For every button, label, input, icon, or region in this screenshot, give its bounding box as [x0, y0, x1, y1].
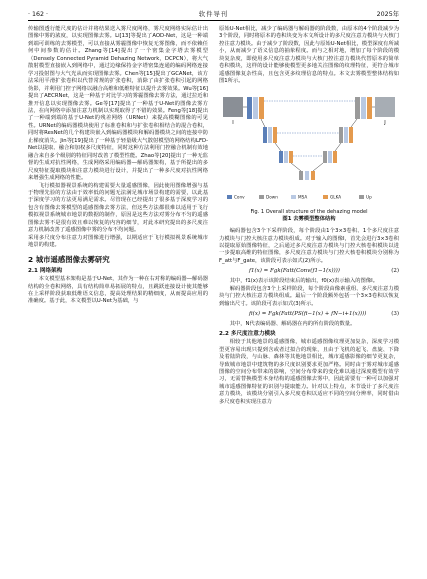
up-block — [355, 97, 360, 119]
equation-3 — [219, 310, 399, 319]
flow-arrow — [291, 163, 301, 171]
running-header — [28, 9, 399, 20]
section-heading: 2 城市遥感图像去雾研究 — [28, 254, 110, 264]
subsection-heading: 2.2 多尺度注意力模块 — [219, 330, 276, 337]
figure-1 — [219, 91, 399, 209]
equation-number: (3) — [391, 311, 399, 318]
msa-block — [253, 97, 258, 119]
glka-block — [311, 171, 315, 180]
subsection-heading: 2.1 网络架构 — [28, 267, 63, 274]
equation-2 — [219, 267, 399, 276]
glka-block — [333, 151, 337, 163]
paragraph: 其中，f1(x)表示该阶段结束后的输出，f0(x)表示输入的图像I。 — [229, 278, 378, 285]
page-number: · 162 · — [28, 11, 49, 18]
equation-body: f1(x) = Fgk(Fatt(Conv(f1−1(x)))) — [249, 268, 340, 275]
equation-body: fi(x) = Fgk(Fatt(PS(fi−1(x) + fN−i+1(x)))) — [249, 311, 367, 318]
output-label: J — [384, 119, 386, 126]
msa-block — [328, 151, 332, 163]
flow-arrow — [351, 119, 357, 127]
msa-block — [361, 97, 366, 119]
figure-caption-en: Fig. 1 Overall structure of the dehazing model — [250, 208, 368, 215]
header-rule — [28, 20, 399, 21]
flow-arrow — [313, 163, 323, 171]
journal-year: 2025年 — [376, 11, 399, 18]
msa-block — [268, 127, 272, 143]
conv-block — [263, 127, 267, 143]
glka-block — [259, 97, 264, 119]
conv-block — [279, 151, 283, 163]
glka-block — [367, 97, 372, 119]
left-column — [28, 26, 208, 306]
paragraph: 解码器阶段包含3个上采样阶段，每个阶段由像素重组、多尺度注意力模块与门控大核注意力模块组成。最后一个阶段额外包括一个3×3卷积以恢复到输出尺寸。该阶段可表示如式(3)所示。 — [219, 285, 399, 307]
output-image — [375, 97, 395, 117]
dehazing-model-diagram — [219, 91, 399, 209]
glka-block — [273, 127, 277, 143]
down-block — [299, 171, 303, 180]
legend-label: MSA — [298, 194, 308, 200]
legend-label: GLKA — [330, 194, 342, 200]
paragraph: 采用多尺度分布注意力对图像进行增强，以期适应于飞行模拟视景系统城市地景的构建。 — [28, 234, 208, 249]
journal-name: 软件导刊 — [198, 11, 229, 18]
glka-block — [349, 127, 353, 143]
glka-block — [289, 151, 293, 163]
legend-swatch-msa — [291, 195, 296, 199]
flow-arrow — [335, 143, 341, 151]
up-block — [339, 127, 343, 143]
msa-block — [284, 151, 288, 163]
input-image — [223, 97, 243, 117]
legend-swatch-up — [359, 195, 364, 199]
legend-label: Conv — [234, 194, 245, 200]
flow-arrow — [275, 143, 281, 151]
equation-number: (2) — [391, 268, 399, 275]
paragraph: 飞行模拟器视景系统的构建需要大量遥感图像，因此使用图像增强与基于物理先验的方法由于效率低的问题无法满足城市场景构建的需要，以此基于深度学习的方法更易满足需求。尽管现在已经提出了很多基于深度学习的包含有图像去雾模型的遥感图像去雾方法，但这些方法都很难以适用于飞行模拟视景系统城市地景的数据的制作，原因是这些方法对雾分布不匀的遥感图像去雾不是很有效且难以恢复的内容的细节，对此本研究提出的多尺度注意力机制改善了遥感图像中雾的分布不均问题。 — [28, 182, 208, 234]
msa-block — [344, 127, 348, 143]
paragraph: 本文模型基本架构是基于U-Net，其作为一种在右对称的编码器—解码器结构的全卷积网络，具有结构简单易拓展的特点，且跳跃连接设计使其能够在上采样阶段获取低维语义信息，提高处理结果的精细度，从而提高应用的准确度。基于此，本文模型以U-Net为基础，与 — [28, 276, 208, 305]
legend-swatch-down — [259, 195, 264, 199]
legend-label: Up — [366, 194, 372, 200]
legend-swatch-conv — [227, 195, 232, 199]
msa-block — [305, 171, 309, 180]
input-label: I — [232, 119, 234, 126]
paragraph: 原始U-Net相比，减少了编码器与解码器的阶段数，由原本的4个阶段减少为3个阶段，同时将原本的卷积块变为本文所设计的多尺度注意力模块与大核门控注意力模块。由于减少了阶段数，因此与原始U-Net相比，模型深度有所减小，从而减少了语义信息的抽象程度。而与之相对地，增加了每个阶段的模块复杂度，即使用多尺度注意力模块与大核门控注意力模块代替原本的简单卷积模块，这样的设计能够使模型更多地关注图像的纹理特征，更符合城市遥感图像复杂性高，且包含更多纹理信息的特点。本文去雾模型整体结构如图1所示。 — [219, 26, 399, 85]
legend-swatch-glka — [323, 195, 328, 199]
paragraph: 传输图透行能尺度的估计并将结果送入雾尺度网络，雾尺度网络实际估计出图像中雾的浓度，以实现图像去雾。Li[13]等提出了AOD-Net，这是一种端到端可训练的去雾模型，可以直接从雾霾图像中恢复无雾图像，而不依赖任何中间参数的估计。Zhang等[14]提出了一个密集金字塔去雾模型（Densely Connected Pyramid Dehazing Network，DCPCN），将大气散射模型直接嵌入到网络中，通过边缘保持金字塔密集连通的编码网络连接学习投射图与大气光从而实现图像去雾。Chen等[15]提出了GCANet，该方法采用平滑扩张卷积以代替常规的扩张卷积，消除了由扩张卷积引起的网格伪影，并利用门控子网络以融合高维和低维特征以提升去雾效果。Wu等[16]提出了AECRNet，这是一种基于对比学习的雾霾图像去雾方法，通过拉近和推开信息以实现图像去雾。Ge等[17]提出了一种基于U-Net的图像去雾方法，在向网络中添加注意力机制以实现取得了不错的效果。Feng等[18]提出了一种端到端的基于U-Net的残差网络（URNet）来提高模糊图像的可见性。URNet的编码器模块使用了标准卷积和与扩张卷积相结合的混合卷积，同时将ResNet的几个构建块嵌入到编码器模块和解码器模块之间的连接中防止梯度消失。Jin等[19]提出了一种基于轻量级大气散射模型的网络结构LFD-Net以提取、融合和加权多尺度特征，同时这种方法利用门控融合机制有效地融合来自多个级别的特征同时改善了模型性能。Zhao等[20]提出了一种无监督的生成对抗性网络，生成网络采用编码器—解码器架构，基于所提出的多尺度特征提取模块和注意力模块进行设计，并提出了一种多尺度对抗性网络来增强生成网络的性能。 — [28, 26, 208, 182]
paragraph: 其中，N代表编码器、解码器在内的所有阶段的数量。 — [229, 321, 356, 328]
conv-block — [247, 97, 252, 119]
paragraph: 相较于其他地景的遥感图像，城市遥感图像纹理更加复杂，深度学习模型更容易出现只提到含或者过拟合的现象，且由于飞机的起飞、盘旋、下降及着陆阶段，与山脉、森林等其他地景相比，城市遥感影像的细节更复杂，导致城市地景中建筑物的多尺度识别要求更加严格。同时由于雾对城市遥感图像的空间分布带来的影响，空间分布带来的变化难以通过深度模型有效学习，无需替换模型本身结构的遥感图像去雾中，因此需要有一种可以加强对城市遥感图像特征的识别与提取能力。针对以上特点，本节设计了多尺度注意力模块，该模块分别引入多尺度卷积以适应不同的空间分辨率，同时借由多尺度卷积实现注意力 — [219, 339, 399, 405]
legend-label: Down — [266, 194, 278, 200]
paragraph: 编码器包含3个下采样阶段，每个阶段由1个3×3卷积、1个多尺度注意力模块与门控大核注意力模块组成。对于输入的图像I，首先会进行3×3卷积以提取原始图像特征，之后通过多尺度注意力模块与门控大核卷积模块以进一步提取高维的特征图像，多尺度注意力模块与门控大核卷积模块分别称为F_att与F_gate，该阶段可表示如式(2)所示。 — [219, 228, 399, 264]
right-column — [219, 26, 399, 406]
figure-caption-zh: 图1 去雾模型整体结构 — [282, 215, 336, 222]
flow-arrow — [261, 119, 265, 127]
up-block — [323, 151, 327, 163]
